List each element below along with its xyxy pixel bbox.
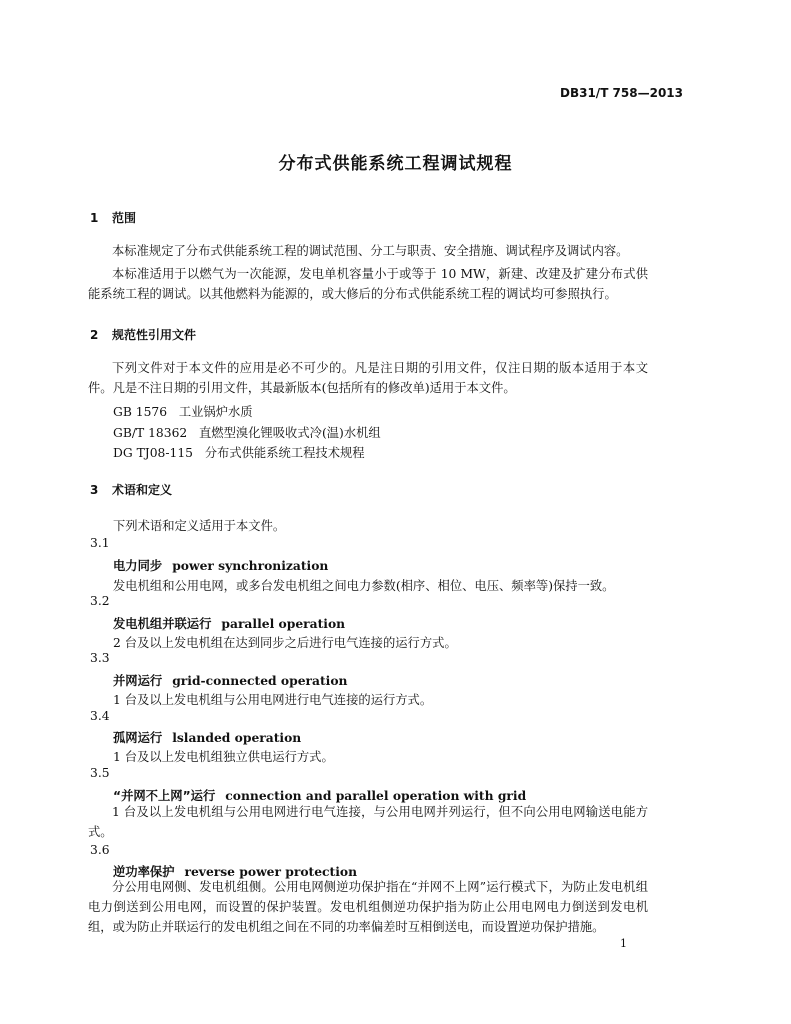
clause-number: 3.4 bbox=[90, 709, 110, 723]
term-cn: 孤网运行 bbox=[113, 731, 163, 745]
term-definition: 2 台及以上发电机组在达到同步之后进行电气连接的运行方式。 bbox=[113, 636, 457, 650]
term-cn: 逆功率保护 bbox=[113, 865, 175, 879]
term-en: connection and parallel operation with grid bbox=[225, 788, 527, 803]
term-cn: 发电机组并联运行 bbox=[113, 617, 212, 631]
term-definition: 1 台及以上发电机组独立供电运行方式。 bbox=[113, 750, 334, 764]
term-en: parallel operation bbox=[221, 616, 346, 631]
clause-number: 3.3 bbox=[90, 651, 110, 665]
section-number: 3 bbox=[90, 483, 99, 497]
section-2-heading bbox=[90, 326, 196, 343]
clause-number: 3.6 bbox=[90, 843, 110, 857]
reference-name: 直燃型溴化锂吸收式冷(温)水机组 bbox=[198, 426, 381, 440]
standard-number: DB31/T 758—2013 bbox=[560, 86, 683, 100]
paragraph-text: 下列文件对于本文件的应用是必不可少的。凡是注日期的引用文件，仅注日期的版本适用于本文件。凡是不注日期的引用文件，其最新版本(包括所有的修改单)适用于本文件。 bbox=[88, 361, 648, 395]
reference-code: GB/T 18362 bbox=[113, 426, 188, 440]
term-en: grid-connected operation bbox=[172, 673, 348, 688]
paragraph-text: 本标准规定了分布式供能系统工程的调试范围、分工与职责、安全措施、调试程序及调试内容。 bbox=[112, 244, 629, 258]
reference-name: 分布式供能系统工程技术规程 bbox=[204, 446, 365, 460]
section-3-intro: 下列术语和定义适用于本文件。 bbox=[113, 519, 286, 533]
term-en: power synchronization bbox=[172, 558, 329, 573]
term-definition: 发电机组和公用电网，或多台发电机组之间电力参数(相序、相位、电压、频率等)保持一致。 bbox=[113, 579, 615, 593]
term-en: reverse power protection bbox=[184, 864, 358, 879]
page-title: 分布式供能系统工程调试规程 bbox=[278, 154, 513, 174]
section-3-heading bbox=[90, 481, 172, 498]
paragraph-text: 分公用电网侧、发电机组侧。公用电网侧逆功保护指在“并网不上网”运行模式下，为防止发电机组电力倒送到公用电网，而设置的保护装置。发电机组侧逆功保护指为防止公用电网电力倒送到发电机组，或为防止并联运行的发电机组之间在不同的功率偏差时互相倒送电，而设置逆功保护措施。 bbox=[88, 880, 648, 934]
term-definition bbox=[88, 802, 648, 842]
term-en: lslanded operation bbox=[172, 730, 302, 745]
section-1-heading bbox=[90, 209, 136, 226]
section-number: 1 bbox=[90, 211, 99, 225]
term-definition: 1 台及以上发电机组与公用电网进行电气连接的运行方式。 bbox=[113, 693, 433, 707]
term-title bbox=[113, 728, 301, 746]
reference-name: 工业锅炉水质 bbox=[178, 405, 253, 419]
section-1-paragraph-2 bbox=[88, 264, 648, 304]
page-number: 1 bbox=[620, 937, 627, 950]
section-title: 术语和定义 bbox=[112, 483, 173, 497]
section-number: 2 bbox=[90, 328, 99, 342]
clause-number: 3.1 bbox=[90, 536, 110, 550]
term-title bbox=[113, 556, 328, 574]
clause-number: 3.5 bbox=[90, 766, 110, 780]
paragraph-text: 1 台及以上发电机组与公用电网进行电气连接，与公用电网并列运行，但不向公用电网输送电能方式。 bbox=[88, 805, 648, 839]
reference-item bbox=[113, 402, 253, 420]
reference-code: DG TJ08-115 bbox=[113, 446, 193, 460]
section-2-intro bbox=[88, 358, 648, 398]
reference-code: GB 1576 bbox=[113, 405, 168, 419]
term-definition bbox=[88, 877, 648, 937]
reference-item bbox=[113, 423, 381, 441]
section-title: 范围 bbox=[112, 211, 137, 225]
section-1-paragraph-1 bbox=[88, 241, 648, 261]
term-title bbox=[113, 614, 345, 632]
term-cn: 并网运行 bbox=[113, 674, 163, 688]
term-cn: “并网不上网”运行 bbox=[113, 789, 216, 803]
clause-number: 3.2 bbox=[90, 594, 110, 608]
term-cn: 电力同步 bbox=[113, 559, 163, 573]
term-title bbox=[113, 671, 347, 689]
section-title: 规范性引用文件 bbox=[112, 328, 197, 342]
paragraph-text: 本标准适用于以燃气为一次能源，发电单机容量小于或等于 10 MW，新建、改建及扩建分布式供能系统工程的调试。以其他燃料为能源的，或大修后的分布式供能系统工程的调试均可参照执行。 bbox=[88, 267, 648, 301]
reference-item bbox=[113, 443, 365, 461]
